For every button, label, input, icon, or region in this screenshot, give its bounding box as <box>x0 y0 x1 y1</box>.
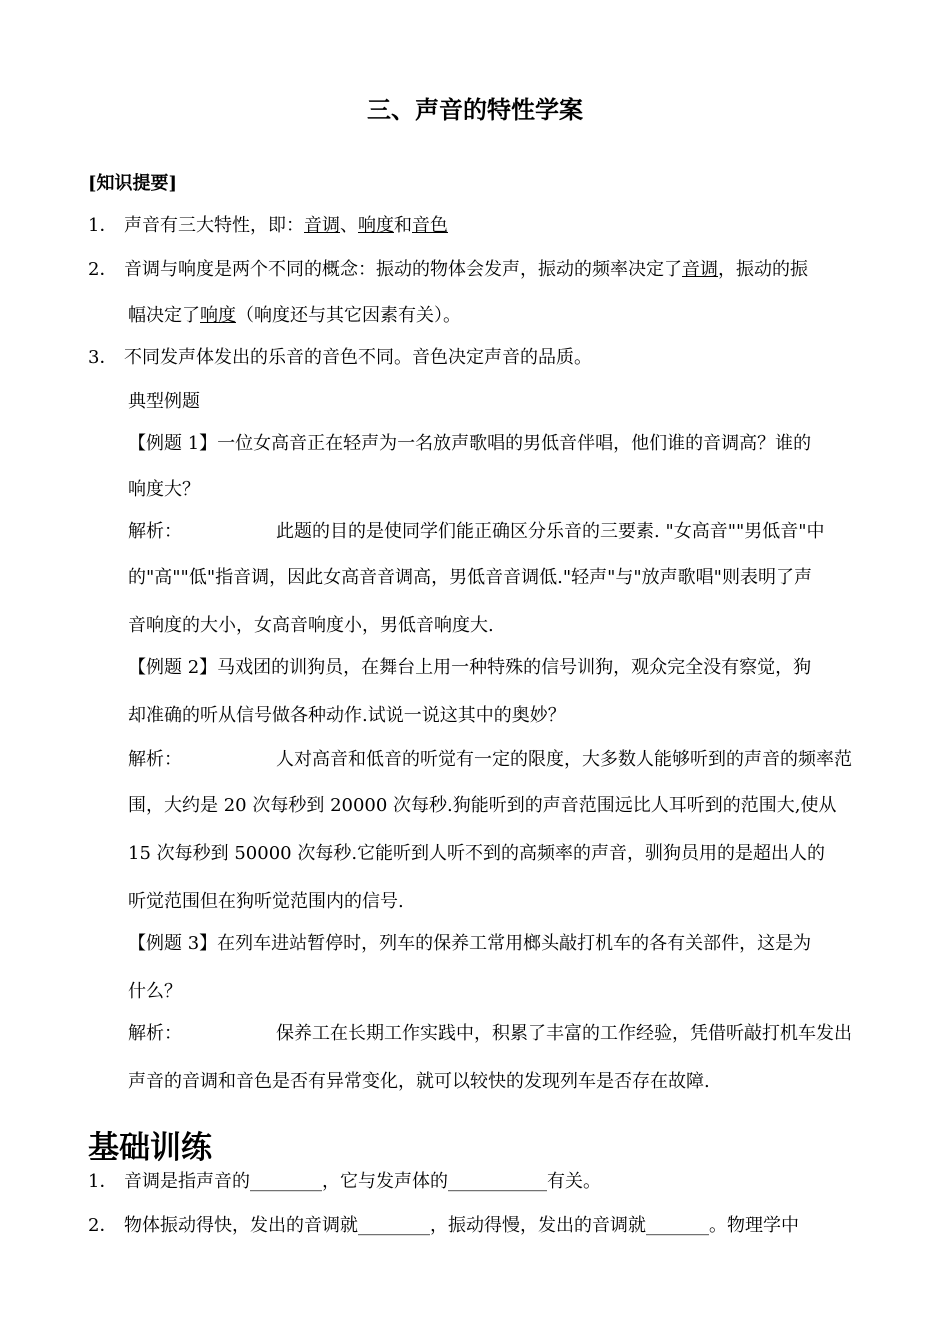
point-3-text: 不同发声体发出的乐音的音色不同。音色决定声音的品质。 <box>124 347 592 368</box>
exercise-2 <box>88 1214 799 1238</box>
point-1 <box>88 214 448 238</box>
example-1-answer-line-2: 的"高""低"指音调，因此女高音音调高，男低音音调低."轻声"与"放声歌唱"则表明了声 <box>128 567 812 588</box>
answer-text: 此题的目的是使同学们能正确区分乐音的三要素. "女高音""男低音"中 <box>276 521 825 542</box>
answer-text: 保养工在长期工作实践中，积累了丰富的工作经验，凭借听敲打机车发出 <box>276 1023 852 1044</box>
exercise-2-number: 2． <box>88 1215 118 1236</box>
page-title: 三、声音的特性学案 <box>367 95 583 124</box>
point-2-text: 幅决定了 <box>128 305 200 326</box>
term-timbre: 音色 <box>412 215 448 236</box>
section-basic-training-heading: 基础训练 <box>88 1130 212 1166</box>
point-2-text: ，振动的振 <box>718 259 808 280</box>
answer-text: 人对高音和低音的听觉有一定的限度，大多数人能够听到的声音的频率范 <box>276 749 852 770</box>
example-2-question-line-1: 【例题 2】马戏团的训狗员，在舞台上用一种特殊的信号训狗，观众完全没有察觉，狗 <box>128 657 812 678</box>
example-1-question-line-2: 响度大？ <box>128 479 200 500</box>
point-2-line-2 <box>128 304 461 328</box>
point-3 <box>88 346 592 370</box>
term-loudness: 响度 <box>200 305 236 326</box>
example-3-answer-line-1 <box>128 1022 852 1046</box>
point-2-text: 音调与响度是两个不同的概念：振动的物体会发声，振动的频率决定了 <box>124 259 682 280</box>
answer-label: 解析： <box>128 521 182 542</box>
term-pitch: 音调 <box>304 215 340 236</box>
term-pitch: 音调 <box>682 259 718 280</box>
term-loudness: 响度 <box>358 215 394 236</box>
example-3-question-line-2: 什么？ <box>128 981 182 1002</box>
point-3-number: 3． <box>88 347 118 368</box>
point-1-text: 声音有三大特性，即： <box>124 215 304 236</box>
example-3-question-line-1: 【例题 3】在列车进站暂停时，列车的保养工常用榔头敲打机车的各有关部件，这是为 <box>128 933 812 954</box>
answer-label: 解析： <box>128 749 182 770</box>
exercise-1-number: 1． <box>88 1171 118 1192</box>
point-2-text: （响度还与其它因素有关）。 <box>236 305 461 326</box>
example-2-answer-line-1 <box>128 748 852 772</box>
example-3-answer-line-2: 声音的音调和音色是否有异常变化，就可以较快的发现列车是否存在故障. <box>128 1071 710 1092</box>
answer-label: 解析： <box>128 1023 182 1044</box>
separator: 和 <box>394 215 412 236</box>
exercise-1-text: 音调是指声音的________，它与发声体的___________有关。 <box>124 1171 601 1192</box>
typical-examples-heading: 典型例题 <box>128 391 200 412</box>
separator: 、 <box>340 215 358 236</box>
example-1-answer-line-1 <box>128 520 825 544</box>
section-knowledge-heading: [知识提要] <box>88 173 178 194</box>
example-1-question-line-1: 【例题 1】一位女高音正在轻声为一名放声歌唱的男低音伴唱，他们谁的音调高？谁的 <box>128 433 812 454</box>
example-2-question-line-2: 却准确的听从信号做各种动作.试说一说这其中的奥妙？ <box>128 705 566 726</box>
point-2-number: 2． <box>88 259 118 280</box>
example-2-answer-line-3: 15 次每秒到 50000 次每秒.它能听到人听不到的高频率的声音，驯狗员用的是超出人的 <box>128 843 826 864</box>
example-1-answer-line-3: 音响度的大小，女高音响度小，男低音响度大. <box>128 615 494 636</box>
exercise-2-text: 物体振动得快，发出的音调就________，振动得慢，发出的音调就_______。物理学中 <box>124 1215 799 1236</box>
point-2-line-1 <box>88 258 808 282</box>
example-2-answer-line-2: 围，大约是 20 次每秒到 20000 次每秒.狗能听到的声音范围远比人耳听到的范围大,使从 <box>128 795 837 816</box>
point-1-number: 1． <box>88 215 118 236</box>
exercise-1 <box>88 1170 601 1194</box>
example-2-answer-line-4: 听觉范围但在狗听觉范围内的信号. <box>128 891 404 912</box>
